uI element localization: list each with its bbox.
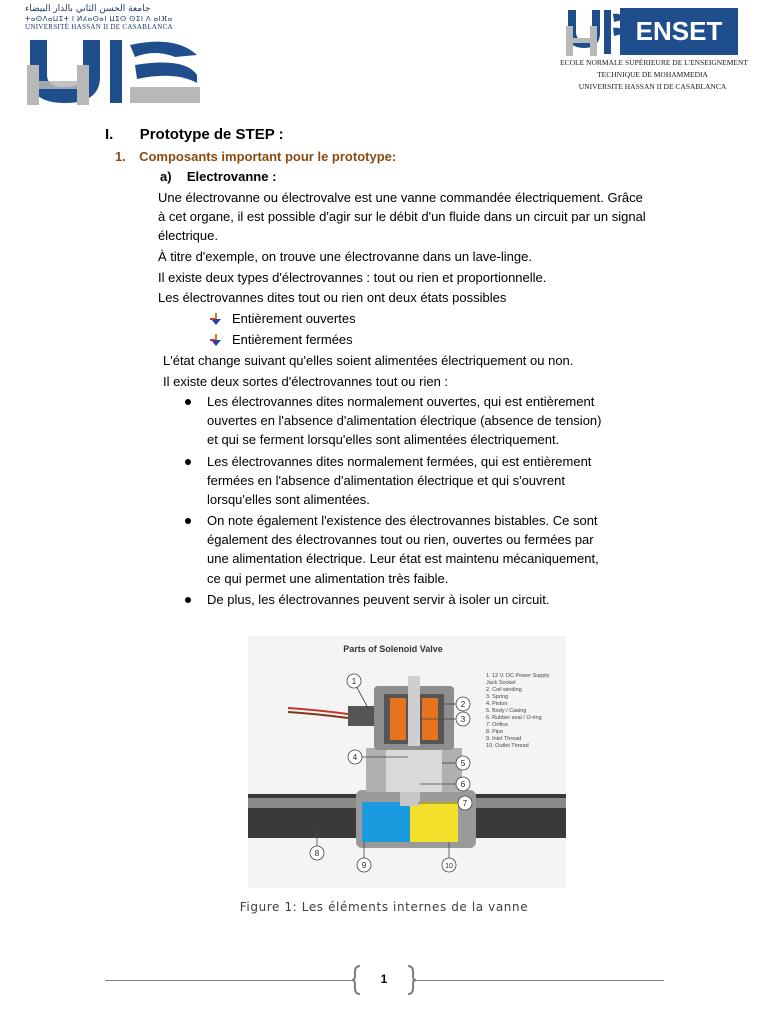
figure-caption: Figure 1: Les éléments internes de la vanne <box>239 900 529 914</box>
footer-rule-right <box>412 980 664 981</box>
paragraph-line: Il existe deux sortes d'électrovannes tout ou rien : <box>163 374 449 389</box>
paragraph-line: Une électrovanne ou électrovalve est une vanne commandée électriquement. Grâce <box>158 190 643 205</box>
subsubsection-title: Electrovanne : <box>186 169 277 184</box>
legend-line: 1. 12 V. DC Power Supply <box>486 673 550 679</box>
uh2-logo-right <box>566 8 622 56</box>
page-number: 1 <box>380 972 388 986</box>
footer-rule-left <box>105 980 355 981</box>
bullet-line: Les électrovannes dites normalement fermées, qui est entièrement <box>207 454 592 469</box>
legend-line: Jack Socket <box>486 680 516 686</box>
callout-10: 10 <box>445 863 453 870</box>
subsection-title: Composants important pour le prototype: <box>139 149 397 164</box>
bullet-line: également des électrovannes tout ou rien, ouvertes ou fermées par <box>207 532 594 547</box>
callout-2: 2 <box>460 700 466 709</box>
bullet-line: Les électrovannes dites normalement ouvertes, qui est entièrement <box>207 394 595 409</box>
legend-line: 3. Spring <box>486 694 509 700</box>
uh2-logo-left <box>25 35 205 107</box>
section-title: Prototype de STEP : <box>139 126 284 143</box>
bullet-line: ouvertes en l'absence d'alimentation électrique (absence de tension) <box>207 413 602 428</box>
figure-title: Parts of Solenoid Valve <box>343 644 443 654</box>
callout-1: 1 <box>351 677 357 686</box>
university-arabic-name: جامعة الحسن الثاني بالدار البيضاء <box>25 4 151 14</box>
university-name: UNIVERSITÉ HASSAN II DE CASABLANCA <box>25 23 173 31</box>
bullet-dot-icon <box>185 597 191 603</box>
legend-line: 2. Coil winding <box>486 687 522 693</box>
paragraph-line: électrique. <box>158 228 218 243</box>
bullet-line: De plus, les électrovannes peuvent servir à isoler un circuit. <box>207 592 550 607</box>
bullet-line: ce qui permet une alimentation très faible. <box>207 571 449 586</box>
subsection-number: 1. <box>115 149 126 164</box>
arrow-bullet-icon <box>210 313 222 325</box>
solenoid-valve-figure <box>248 636 566 888</box>
section-heading <box>105 125 284 145</box>
paragraph-line: Il existe deux types d'électrovannes : tout ou rien et proportionnelle. <box>158 270 547 285</box>
enset-line-2: TECHNIQUE DE MOHAMMEDIA <box>597 70 708 79</box>
legend-line: 5. Body / Casing <box>486 708 527 714</box>
section-number: I. <box>105 126 114 143</box>
bullet-dot-icon <box>185 399 191 405</box>
legend-line: 9. Inlet Thread <box>486 736 522 742</box>
callout-3: 3 <box>460 715 466 724</box>
arrow-bullet-icon <box>210 334 222 346</box>
callout-5: 5 <box>460 759 466 768</box>
paragraph-line: Les électrovannes dites tout ou rien ont deux états possibles <box>158 290 507 305</box>
bullet-dot-icon <box>185 518 191 524</box>
legend-line: 8. Pipe <box>486 729 504 735</box>
subsubsection-heading <box>160 167 276 187</box>
bullet-line: lorsqu'elles sont alimentées. <box>207 492 370 507</box>
legend-line: 10. Outlet Thread <box>486 743 529 749</box>
bullet-dot-icon <box>185 459 191 465</box>
callout-9: 9 <box>361 861 367 870</box>
subsubsection-label: a) <box>160 169 172 184</box>
bullet-line: et qui se ferment lorsqu'elles sont alimentées électriquement. <box>207 432 560 447</box>
bullet-line: On note également l'existence des électrovannes bistables. Ce sont <box>207 513 598 528</box>
enset-line-1: ECOLE NORMALE SUPÉRIEURE DE L'ENSEIGNEMENT <box>560 58 749 67</box>
enset-logo-block: ENSET <box>620 8 738 55</box>
university-tifinagh-name: ⵜⴰⵙⴷⴰⵡⵉⵜ ⵏ ⵍⵃⴰⵙⴰⵏ ⵡⵉⵙ ⵙⵉⵏ ⴷ ⴰⵏⴼⴰ <box>25 16 173 23</box>
state-item: Entièrement fermées <box>232 332 353 347</box>
legend-line: 4. Piston <box>486 701 508 707</box>
paragraph-line: À titre d'exemple, on trouve une électrovanne dans un lave-linge. <box>158 249 532 264</box>
paragraph-line: à cet organe, il est possible d'agir sur le débit d'un fluide dans un circuit par un signal <box>158 209 646 224</box>
state-item: Entièrement ouvertes <box>232 311 356 326</box>
bullet-line: fermées en l'absence d'alimentation électrique et qui s'ouvrent <box>207 473 565 488</box>
enset-line-3: UNIVERSITE HASSAN II DE CASABLANCA <box>578 82 727 91</box>
legend-line: 6. Rubber seal / O-ring <box>486 715 542 721</box>
callout-8: 8 <box>314 849 320 858</box>
legend-line: 7. Orifice <box>486 722 509 728</box>
callout-7: 7 <box>462 799 468 808</box>
subsection-heading <box>115 147 396 167</box>
callout-4: 4 <box>352 753 358 762</box>
paragraph-line: L'état change suivant qu'elles soient alimentées électriquement ou non. <box>163 353 574 368</box>
callout-6: 6 <box>460 780 466 789</box>
bullet-line: une alimentation électrique. Leur état est maintenu mécaniquement, <box>207 551 599 566</box>
